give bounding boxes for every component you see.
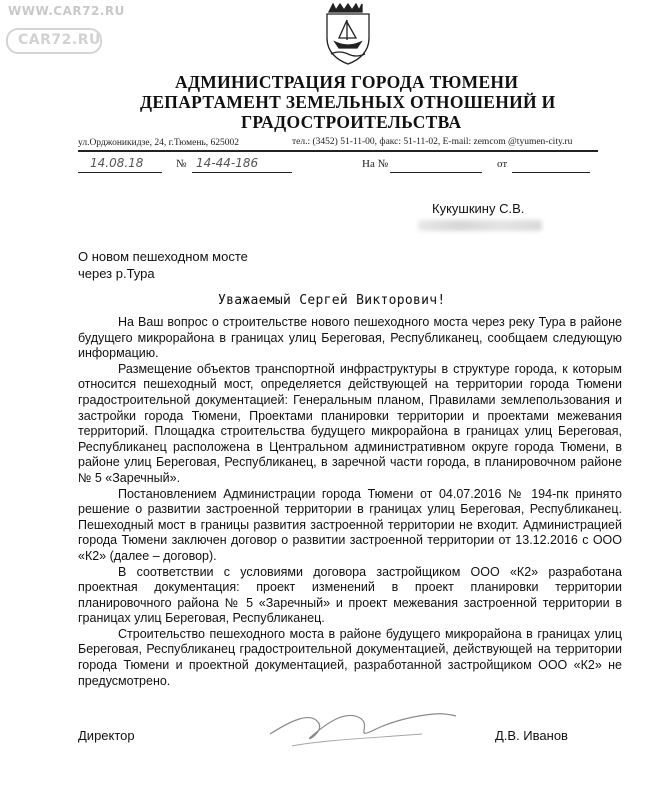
paragraph-2: Размещение объектов транспортной инфраструктуры в структуре города, к которым относится пешеходный мост, определяется действующей на территории города Тюмени градостроительной документацией: Генеральным планом, Правилами землепользования и застройки города Тюмени, Проектами планировки территории и проектами межевания территорий. Площадка строительства будущего микрорайона в границах улиц Береговая, Республиканец расположена в Центральном административном округе города Тюмени, в районе улиц Береговая, Республиканец, в заречной части города, в планировочном районе № 5 «Заречный». bbox=[78, 361, 622, 485]
paragraph-4: В соответствии с условиями договора застройщиком ООО «К2» разработана проектная документация: проект изменений в проект планировки территории планировочного района № 5 «Заречный» и проект межевания застроенной территории в границах улиц Береговая, Республиканец. bbox=[78, 564, 622, 626]
paragraph-3: Постановлением Администрации города Тюмени от 04.07.2016 № 194-пк принято решение о развитии застроенной территории в границах улиц Береговая, Республиканец. Пешеходный мост в границы развития застроенной территории не входит. Администрацией города Тюмени заключен договор о развитии застроенной территории от 13.12.2016 с ООО «К2» (далее – договор). bbox=[78, 486, 622, 563]
header-line-3: ГРАДОСТРОИТЕЛЬСТВА bbox=[241, 112, 462, 132]
greeting: Уважаемый Сергей Викторович! bbox=[218, 293, 446, 308]
from-label: от bbox=[497, 158, 508, 170]
signature-title: Директор bbox=[78, 728, 135, 743]
coat-of-arms-icon bbox=[321, 2, 375, 66]
watermark-logo bbox=[6, 28, 102, 54]
watermark-url: WWW.CAR72.RU bbox=[8, 4, 125, 18]
header-contacts: тел.: (3452) 51-11-00, факс: 51-11-02, E-mail: zemcom @tyumen-city.ru bbox=[292, 137, 573, 147]
header-address: ул.Орджоникидзе, 24, г.Тюмень, 625002 bbox=[78, 138, 240, 148]
watermark-logo-text: CAR72.RU bbox=[18, 32, 101, 48]
subject-line-1: О новом пешеходном мосте bbox=[78, 249, 248, 264]
header-rule bbox=[78, 150, 598, 152]
header-line-1: АДМИНИСТРАЦИЯ ГОРОДА ТЮМЕНИ bbox=[175, 72, 519, 92]
number-label: № bbox=[176, 158, 187, 170]
paragraph-5: Строительство пешеходного моста в районе будущего микрорайона в границах улиц Береговая, Республиканец градостроительной документацией, действующей на территории города Тюмени и проектной документацией, разработанной застройщиком ООО «К2» не предусмотрено. bbox=[78, 626, 622, 688]
signature-scribble bbox=[262, 700, 462, 760]
subject-line-2: через р.Тура bbox=[78, 266, 155, 281]
subject bbox=[78, 248, 248, 282]
from-underline bbox=[512, 172, 590, 173]
on-no-underline bbox=[390, 172, 482, 173]
date-underline bbox=[78, 172, 162, 173]
on-no-label: На № bbox=[362, 158, 389, 170]
registration-date: 14.08.18 bbox=[90, 156, 144, 170]
letter-body bbox=[78, 315, 622, 689]
signature-name: Д.В. Иванов bbox=[495, 728, 568, 743]
redacted-email bbox=[418, 220, 542, 231]
registration-number: 14-44-186 bbox=[196, 156, 259, 170]
header-line-2: ДЕПАРТАМЕНТ ЗЕМЕЛЬНЫХ ОТНОШЕНИЙ И bbox=[140, 92, 556, 112]
number-underline bbox=[192, 172, 292, 173]
paragraph-1: На Ваш вопрос о строительстве нового пешеходного моста через реку Тура в районе будущего микрорайона в границах улиц Береговая, Республиканец, сообщаем следующую информацию. bbox=[78, 315, 622, 361]
recipient-name: Кукушкину С.В. bbox=[432, 201, 525, 216]
